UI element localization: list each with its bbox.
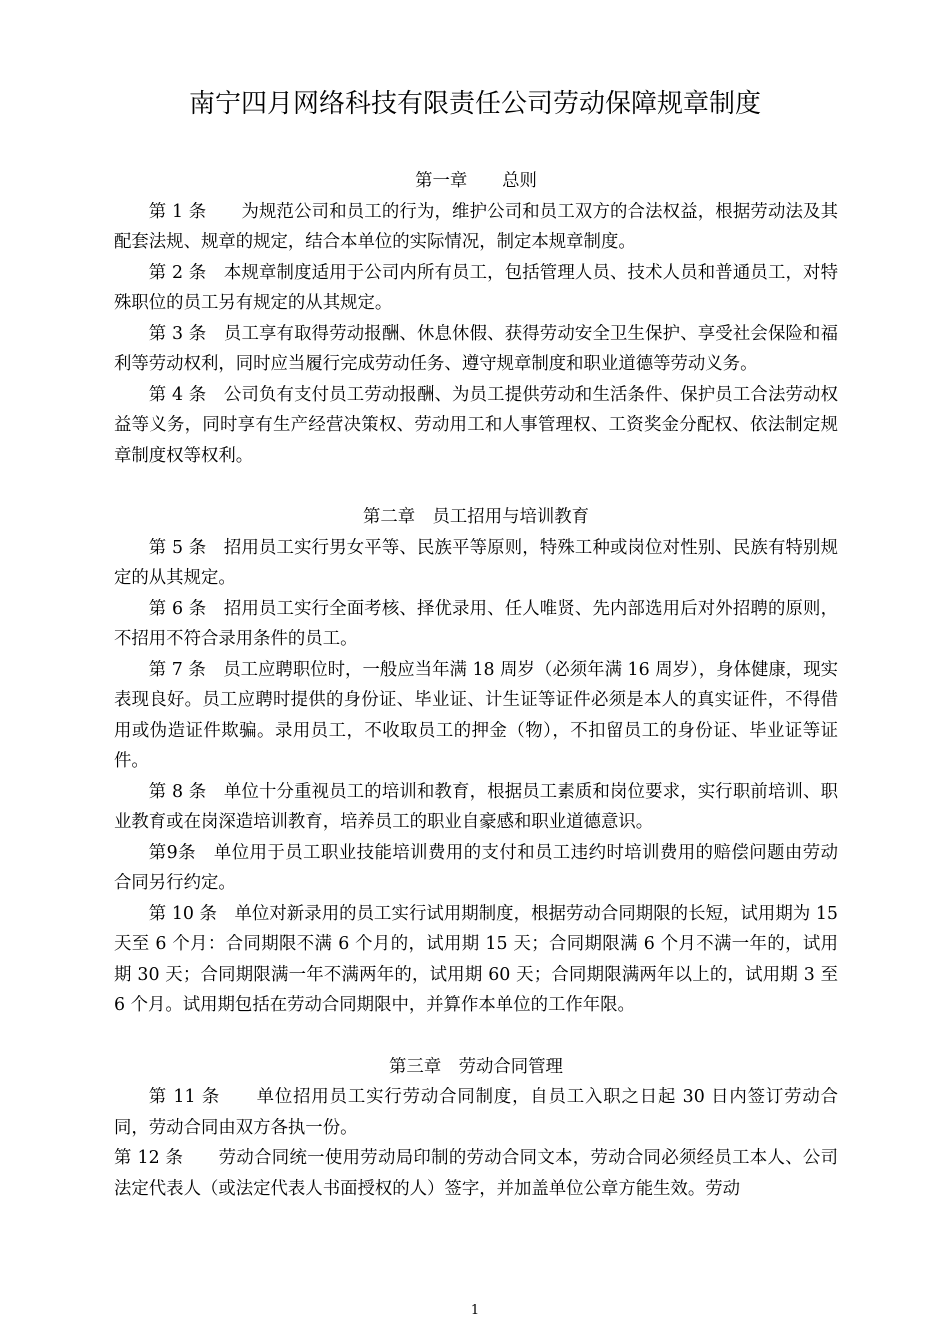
article-number: 第 5 条 [148, 537, 207, 558]
document-title: 南宁四月网络科技有限责任公司劳动保障规章制度 [188, 89, 761, 119]
article-11 [114, 1082, 838, 1143]
article-number: 第 1 条 [148, 201, 207, 222]
article-6 [114, 594, 838, 655]
article-2 [114, 258, 838, 319]
article-8 [114, 777, 838, 838]
article-7 [114, 655, 838, 777]
article-text: 单位十分重视员工的培训和教育，根据员工素质和岗位要求，实行职前培训、职业教育或在岗深造培训教育，培养员工的职业自豪感和职业道德意识。 [114, 781, 838, 832]
article-number: 第 11 条 [148, 1087, 221, 1107]
article-text: 员工享有取得劳动报酬、休息休假、获得劳动安全卫生保护、享受社会保险和福利等劳动权利，同时应当履行完成劳动任务、遵守规章制度和职业道德等劳动义务。 [114, 323, 838, 374]
article-3 [114, 319, 838, 380]
article-text: 公司负有支付员工劳动报酬、为员工提供劳动和生活条件、保护员工合法劳动权益等义务，同时享有生产经营决策权、劳动用工和人事管理权、工资奖金分配权、依法制定规章制度权等权利。 [114, 384, 838, 466]
article-text: 劳动合同统一使用劳动局印制的劳动合同文本，劳动合同必须经员工本人、公司法定代表人（或法定代表人书面授权的人）签字，并加盖单位公章方能生效。劳动 [114, 1148, 838, 1199]
article-number: 第 8 条 [148, 781, 207, 802]
article-number: 第9条 [148, 842, 197, 863]
article-12 [114, 1143, 838, 1204]
article-number: 第 6 条 [148, 598, 207, 619]
article-5 [114, 533, 838, 594]
page-number: 1 [470, 1303, 480, 1318]
article-9 [114, 838, 838, 899]
article-number: 第 10 条 [148, 903, 217, 924]
article-10 [114, 899, 838, 1021]
article-number: 第 4 条 [148, 384, 207, 405]
article-text: 员工应聘职位时，一般应当年满 18 周岁（必须年满 16 周岁），身体健康，现实表现良好。员工应聘时提供的身份证、毕业证、计生证等证件必须是本人的真实证件，不得借用或伪造证件欺骗。录用员工，不收取员工的押金（物），不扣留员工的身份证、毕业证等证件。 [114, 659, 838, 771]
article-text: 单位对新录用的员工实行试用期制度，根据劳动合同期限的长短，试用期为 15 天至 6 个月：合同期限不满 6 个月的，试用期 15 天；合同期限满 6 个月不满一年的，试用期 30 天；合同期限满一年不满两年的，试用期 60 天；合同期限满两年以上的，试用期 3 至 6 个月。试用期包括在劳动合同期限中，并算作本单位的工作年限。 [114, 903, 838, 1015]
article-1 [114, 197, 838, 258]
article-number: 第 12 条 [114, 1148, 184, 1168]
document-body [114, 166, 838, 1204]
article-text: 单位用于员工职业技能培训费用的支付和员工违约时培训费用的赔偿问题由劳动合同另行约定。 [114, 842, 838, 893]
article-text: 招用员工实行男女平等、民族平等原则，特殊工种或岗位对性别、民族有特别规定的从其规定。 [114, 537, 838, 588]
chapter-heading-3: 第三章 劳动合同管理 [389, 1056, 563, 1077]
chapter-heading-1: 第一章 总则 [415, 171, 537, 191]
article-text: 单位招用员工实行劳动合同制度，自员工入职之日起 30 日内签订劳动合同，劳动合同由双方各执一份。 [114, 1087, 838, 1138]
article-text: 本规章制度适用于公司内所有员工，包括管理人员、技术人员和普通员工，对特殊职位的员工另有规定的从其规定。 [114, 262, 838, 313]
article-number: 第 3 条 [148, 323, 207, 344]
article-4 [114, 380, 838, 472]
article-text: 为规范公司和员工的行为，维护公司和员工双方的合法权益，根据劳动法及其配套法规、规章的规定，结合本单位的实际情况，制定本规章制度。 [114, 201, 838, 252]
article-number: 第 7 条 [148, 659, 206, 680]
article-number: 第 2 条 [148, 262, 207, 283]
chapter-heading-2: 第二章 员工招用与培训教育 [362, 507, 590, 527]
article-text: 招用员工实行全面考核、择优录用、任人唯贤、先内部选用后对外招聘的原则，不招用不符合录用条件的员工。 [114, 598, 838, 649]
